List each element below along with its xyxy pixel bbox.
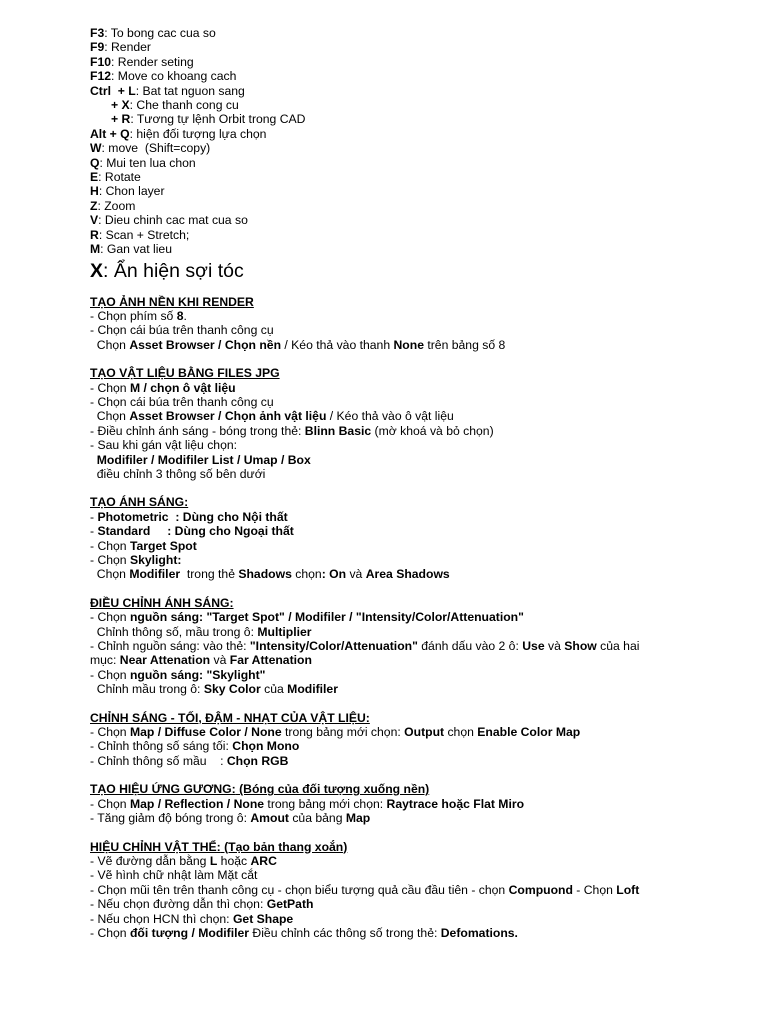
section-line	[90, 754, 740, 768]
shortcut-desc: : Chon layer	[98, 184, 165, 199]
shortcut-key: Z	[90, 198, 98, 213]
shortcut-desc: : Tương tự lệnh Orbit trong CAD	[130, 112, 306, 127]
bold-term: Enable Color Map	[477, 725, 581, 740]
section-line	[90, 811, 740, 825]
section-line	[90, 797, 740, 811]
big-shortcut-desc: : Ẩn hiện sợi tóc	[103, 259, 244, 282]
section-line	[90, 395, 740, 409]
bold-term: Get Shape	[232, 911, 294, 926]
section-line	[90, 926, 740, 940]
shortcut-line	[90, 141, 740, 155]
line-text: - Chọn	[572, 882, 617, 897]
bold-term: Shadows	[238, 567, 292, 582]
line-text: - Vẽ đường dẫn bằng	[90, 853, 210, 868]
bold-term: Map / Reflection / None	[129, 796, 265, 811]
line-text: và	[544, 639, 565, 654]
bold-term: Use	[522, 639, 545, 654]
bold-term: 8	[176, 308, 184, 323]
section-heading	[90, 840, 740, 854]
section-heading-extra: (Tạo bản thang xoắn)	[220, 839, 348, 854]
line-text: -	[90, 524, 98, 539]
shortcut-key: F9	[90, 40, 105, 55]
shortcut-line	[90, 55, 740, 69]
bold-term: nguồn sáng: "Skylight"	[129, 667, 266, 682]
section-line	[90, 524, 740, 538]
shortcut-key: + R	[111, 112, 131, 127]
section-heading	[90, 782, 740, 796]
shortcut-desc: : Scan + Stretch;	[98, 227, 190, 242]
line-text: .	[183, 308, 187, 323]
shortcut-desc: : Render	[104, 40, 151, 55]
section-line	[90, 725, 740, 739]
shortcut-key: V	[90, 213, 99, 228]
line-text: và	[346, 567, 366, 582]
bold-term: Far Attenation	[229, 653, 312, 668]
line-text: - Sau khi gán vật liệu chọn:	[90, 438, 238, 453]
section-line	[90, 309, 740, 323]
bold-term: Map	[345, 811, 371, 826]
shortcut-line	[90, 199, 740, 213]
line-text: - Vẽ hình chữ nhật làm Mặt cắt	[90, 868, 258, 883]
section-line	[90, 539, 740, 553]
section-line	[90, 912, 740, 926]
shortcut-key: Alt + Q	[90, 126, 130, 141]
line-text: chọn	[291, 567, 322, 582]
bold-term: Multiplier	[257, 624, 312, 639]
section-line	[90, 467, 740, 481]
line-text: Chọn	[90, 567, 130, 582]
shortcut-desc: : Zoom	[97, 198, 136, 213]
line-text: (mờ khoá và bỏ chọn)	[371, 423, 494, 438]
big-shortcut-key: X	[90, 259, 104, 282]
section-line	[90, 323, 740, 337]
shortcut-line	[90, 127, 740, 141]
line-text: - Nếu chọn đường dẫn thì chọn:	[90, 897, 267, 912]
shortcut-desc: : Render seting	[111, 54, 194, 69]
section-heading-text: CHỈNH SÁNG - TỐI, ĐẬM - NHẠT CỦA VẬT LIỆU:	[90, 710, 370, 725]
bold-term: Defomations.	[440, 925, 518, 940]
section-line	[90, 338, 740, 352]
section-line	[90, 625, 740, 639]
bold-term: Near Attenation	[119, 653, 211, 668]
line-text: - Chọn	[90, 538, 130, 553]
line-text: - Điều chỉnh ánh sáng - bóng trong thẻ:	[90, 423, 305, 438]
line-text: Chọn	[90, 409, 130, 424]
bold-term: Raytrace hoặc Flat Miro	[386, 796, 525, 811]
shortcut-line	[90, 184, 740, 198]
line-text: hoặc	[217, 853, 251, 868]
line-text: / Kéo thả vào ô vật liệu	[326, 409, 454, 424]
shortcut-line	[90, 242, 740, 256]
bold-term: Skylight:	[129, 553, 182, 567]
bold-term: None	[393, 337, 424, 352]
line-text: đánh dấu vào 2 ô:	[417, 639, 523, 654]
line-text: Điều chỉnh các thông số trong thẻ:	[249, 925, 441, 940]
bold-term: Asset Browser / Chọn nền	[129, 337, 282, 352]
shortcut-key: + X	[111, 98, 130, 113]
section-line	[90, 897, 740, 911]
line-text: - Chọn phím số	[90, 308, 177, 323]
shortcut-desc: : Rotate	[98, 170, 141, 185]
shortcut-line	[90, 213, 740, 227]
section-heading-extra: (Bóng của đối tượng xuống nền)	[235, 782, 430, 797]
shortcut-line	[90, 84, 740, 98]
line-text: - Chọn	[90, 667, 130, 682]
section-line	[90, 739, 740, 753]
line-text: - Chọn	[90, 796, 130, 811]
section-heading-text: TẠO VẬT LIỆU BẰNG FILES JPG	[90, 366, 280, 381]
section-heading	[90, 711, 740, 725]
shortcut-line	[90, 156, 740, 170]
section-line	[90, 610, 740, 624]
line-text: - Nếu chọn HCN thì chọn:	[90, 911, 233, 926]
section-line	[90, 668, 740, 682]
section-heading	[90, 366, 740, 380]
line-text: Chọn	[90, 337, 130, 352]
line-text: trong bảng mới chọn:	[281, 725, 405, 740]
shortcut-line	[90, 170, 740, 184]
shortcut-desc: : hiện đối tượng lựa chọn	[129, 126, 267, 141]
big-shortcut-line	[90, 259, 740, 283]
line-text: và	[210, 653, 230, 668]
section-line	[90, 438, 740, 452]
shortcut-desc: : Mui ten lua chon	[99, 155, 196, 170]
section-heading	[90, 495, 740, 509]
section-heading-text: HIỆU CHỈNH VẬT THỂ:	[90, 839, 221, 854]
line-text: - Chỉnh nguồn sáng: vào thẻ:	[90, 639, 250, 654]
section-line	[90, 868, 740, 882]
shortcut-line	[90, 112, 740, 126]
bold-term: Sky Color	[203, 682, 261, 697]
section-line	[90, 682, 740, 696]
line-text: - Chỉnh thông số mầu :	[90, 753, 227, 768]
section-line	[90, 553, 740, 567]
shortcut-key: F12	[90, 69, 112, 84]
line-text: - Chọn	[90, 925, 130, 940]
shortcut-desc: : move (Shift=copy)	[101, 141, 211, 156]
bold-term: Modifiler / Modifiler List / Umap / Box	[96, 452, 311, 467]
bold-term: M / chọn ô vật liệu	[129, 380, 236, 395]
bold-term: "Intensity/Color/Attenuation"	[249, 639, 418, 654]
line-text: - Chọn cái búa trên thanh công cụ	[90, 323, 274, 338]
shortcut-desc: : Move co khoang cach	[111, 69, 237, 84]
line-text: - Chọn mũi tên trên thanh công cụ - chọn biểu tượng quả cầu đầu tiên - chọn	[90, 882, 509, 897]
shortcut-key: M	[90, 242, 101, 257]
shortcut-key: Ctrl + L	[90, 83, 136, 98]
line-text	[90, 453, 97, 467]
bold-term: Amout	[250, 811, 289, 826]
section-heading-text: TẠO ẢNH NỀN KHI RENDER	[90, 294, 254, 309]
bold-term: ARC	[250, 853, 277, 868]
section-line	[90, 453, 740, 467]
shortcut-key: H	[90, 184, 99, 199]
section-line	[90, 854, 740, 868]
bold-term: Show	[564, 639, 597, 654]
line-text: trong thẻ	[180, 567, 239, 582]
bold-term: : On	[321, 567, 347, 582]
shortcut-desc: : Gan vat lieu	[100, 242, 172, 257]
line-text: - Chỉnh thông số sáng tối:	[90, 739, 233, 754]
line-text: Chỉnh thông số, mầu trong ô:	[90, 624, 258, 639]
line-text: của hai	[596, 639, 640, 654]
bold-term: nguồn sáng: "Target Spot" / Modifiler / "Intensity/Color/Attenuation"	[129, 610, 524, 625]
shortcut-desc: : Che thanh cong cu	[129, 98, 239, 113]
line-text: chọn	[444, 725, 478, 740]
shortcut-key: R	[90, 227, 99, 242]
section-heading	[90, 295, 740, 309]
bold-term: Loft	[616, 882, 640, 897]
bold-term: Compuond	[508, 882, 573, 897]
shortcut-line	[90, 98, 740, 112]
line-text: mục:	[90, 653, 120, 668]
line-text: trên bảng số 8	[423, 337, 506, 352]
section-heading-text: TẠO ÁNH SÁNG:	[90, 495, 189, 510]
section-line	[90, 639, 740, 653]
shortcut-key: Q	[90, 155, 100, 170]
shortcut-line	[90, 26, 740, 40]
shortcut-key: W	[90, 141, 102, 156]
line-text: - Chọn cái búa trên thanh công cụ	[90, 394, 274, 409]
bold-term: Chọn RGB	[226, 753, 289, 768]
line-text: của	[260, 682, 288, 697]
bold-term: đối tượng / Modifiler	[129, 925, 250, 940]
line-text: - Chọn	[90, 553, 130, 567]
bold-term: Map / Diffuse Color / None	[129, 725, 282, 740]
bold-term: Target Spot	[129, 538, 197, 553]
bold-term: Modifiler	[129, 567, 181, 582]
shortcut-key: E	[90, 170, 99, 185]
line-text: của bảng	[288, 811, 346, 826]
section-heading-text: TẠO HIỆU ỨNG GƯƠNG:	[90, 782, 236, 797]
bold-term: Standard : Dùng cho Ngoại thất	[97, 524, 294, 539]
section-line	[90, 510, 740, 524]
bold-term: Photometric : Dùng cho Nội thất	[97, 509, 288, 524]
bold-term: Modifiler	[287, 682, 338, 697]
bold-term: Blinn Basic	[304, 423, 372, 438]
shortcut-line	[90, 69, 740, 83]
shortcut-line	[90, 40, 740, 54]
section-line	[90, 381, 740, 395]
line-text: - Chọn	[90, 610, 130, 625]
document-page	[90, 26, 740, 940]
line-text: trong bảng mới chọn:	[264, 796, 387, 811]
line-text: - Chọn	[90, 380, 130, 395]
bold-term: Area Shadows	[365, 567, 450, 582]
section-line	[90, 424, 740, 438]
section-heading	[90, 596, 740, 610]
line-text: -	[90, 509, 98, 524]
bold-term: L	[209, 853, 218, 868]
shortcut-desc: : To bong cac cua so	[104, 26, 216, 40]
shortcut-key: F3	[90, 26, 105, 40]
shortcut-key: F10	[90, 54, 112, 69]
line-text: - Tăng giảm độ bóng trong ô:	[90, 811, 251, 826]
bold-term: Output	[404, 725, 445, 740]
line-text: điều chỉnh 3 thông số bên dưới	[90, 466, 266, 481]
shortcut-desc: : Dieu chinh cac mat cua so	[98, 213, 248, 228]
bold-term: GetPath	[266, 897, 314, 912]
bold-term: Chọn Mono	[232, 739, 300, 754]
section-line	[90, 409, 740, 423]
line-text: - Chọn	[90, 725, 130, 740]
section-line	[90, 883, 740, 897]
shortcut-desc: : Bat tat nguon sang	[135, 83, 245, 98]
section-heading-text: ĐIỀU CHỈNH ÁNH SÁNG:	[90, 595, 234, 610]
line-text: Chỉnh mầu trong ô:	[90, 682, 204, 697]
line-text: / Kéo thả vào thanh	[281, 337, 394, 352]
section-line	[90, 567, 740, 581]
shortcut-line	[90, 228, 740, 242]
bold-term: Asset Browser / Chọn ảnh vật liệu	[129, 409, 327, 424]
section-line	[90, 653, 740, 667]
